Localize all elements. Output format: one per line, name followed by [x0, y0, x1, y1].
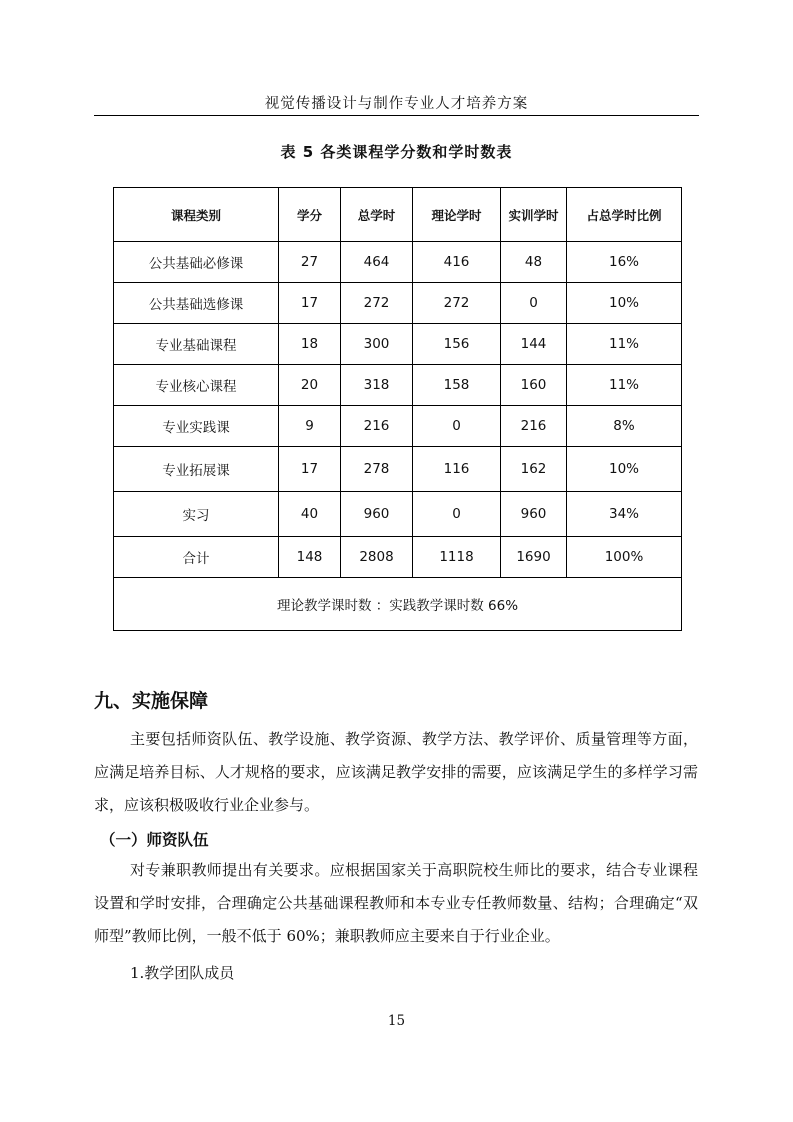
document-header-title: 视觉传播设计与制作专业人才培养方案	[264, 96, 529, 112]
cell-hour-ratio: 100%	[567, 537, 682, 578]
cell-practice-hours: 144	[501, 324, 567, 365]
cell-theory-hours: 272	[413, 283, 501, 324]
cell-hour-ratio: 34%	[567, 492, 682, 537]
cell-theory-hours: 0	[413, 406, 501, 447]
cell-course-category: 合计	[114, 537, 279, 578]
table-footer-row	[114, 578, 682, 631]
table-header-row	[114, 188, 682, 242]
section-paragraph: 主要包括师资队伍、教学设施、教学资源、教学方法、教学评价、质量管理等方面，应满足培养目标、人才规格的要求，应该满足教学安排的需要，应该满足学生的多样学习需求，应该积极吸收行业企业参与。	[94, 730, 698, 814]
cell-practice-hours: 216	[501, 406, 567, 447]
cell-theory-hours: 0	[413, 492, 501, 537]
cell-total-hours: 960	[341, 492, 413, 537]
cell-credits: 17	[279, 283, 341, 324]
cell-hour-ratio: 11%	[567, 365, 682, 406]
cell-total-hours: 272	[341, 283, 413, 324]
table-total-row	[114, 537, 682, 578]
table-row	[114, 492, 682, 537]
cell-hour-ratio: 16%	[567, 242, 682, 283]
cell-course-category: 公共基础必修课	[114, 242, 279, 283]
cell-theory-hours: 156	[413, 324, 501, 365]
column-header-total-hours: 总学时	[341, 188, 413, 242]
cell-total-hours: 216	[341, 406, 413, 447]
credit-hours-table	[113, 187, 682, 631]
cell-credits: 20	[279, 365, 341, 406]
cell-hour-ratio: 10%	[567, 283, 682, 324]
cell-theory-hours: 158	[413, 365, 501, 406]
cell-course-category: 实习	[114, 492, 279, 537]
cell-practice-hours: 0	[501, 283, 567, 324]
cell-course-category: 公共基础选修课	[114, 283, 279, 324]
cell-theory-hours: 116	[413, 447, 501, 492]
table-row	[114, 365, 682, 406]
table-row	[114, 447, 682, 492]
cell-credits: 27	[279, 242, 341, 283]
table-row	[114, 242, 682, 283]
cell-course-category: 专业基础课程	[114, 324, 279, 365]
table-footer-note: 理论教学课时数 ：实践教学课时数 66%	[114, 578, 682, 631]
table-row	[114, 324, 682, 365]
cell-practice-hours: 160	[501, 365, 567, 406]
column-header-credits: 学分	[279, 188, 341, 242]
cell-course-category: 专业拓展课	[114, 447, 279, 492]
cell-practice-hours: 162	[501, 447, 567, 492]
cell-total-hours: 278	[341, 447, 413, 492]
subsection-paragraph: 对专兼职教师提出有关要求。应根据国家关于高职院校生师比的要求，结合专业课程设置和学时安排，合理确定公共基础课程教师和本专业专任教师数量、结构；合理确定“双师型”教师比例，一般不低于 60%；兼职教师应主要来自于行业企业。	[94, 861, 698, 945]
page-number: 15	[387, 1013, 406, 1029]
cell-practice-hours: 1690	[501, 537, 567, 578]
cell-credits: 148	[279, 537, 341, 578]
cell-course-category: 专业核心课程	[114, 365, 279, 406]
header-divider	[94, 115, 699, 116]
cell-practice-hours: 960	[501, 492, 567, 537]
cell-hour-ratio: 10%	[567, 447, 682, 492]
cell-total-hours: 464	[341, 242, 413, 283]
cell-practice-hours: 48	[501, 242, 567, 283]
cell-hour-ratio: 8%	[567, 406, 682, 447]
table-row	[114, 406, 682, 447]
cell-total-hours: 2808	[341, 537, 413, 578]
subsection-heading: （一）师资队伍	[100, 831, 209, 849]
cell-credits: 17	[279, 447, 341, 492]
table-row	[114, 283, 682, 324]
cell-theory-hours: 416	[413, 242, 501, 283]
cell-credits: 9	[279, 406, 341, 447]
column-header-course-category: 课程类别	[114, 188, 279, 242]
column-header-theory-hours: 理论学时	[413, 188, 501, 242]
cell-credits: 40	[279, 492, 341, 537]
table-caption: 表 5 各类课程学分数和学时数表	[280, 143, 513, 161]
list-item: 1.教学团队成员	[130, 964, 235, 982]
cell-total-hours: 300	[341, 324, 413, 365]
cell-theory-hours: 1118	[413, 537, 501, 578]
cell-hour-ratio: 11%	[567, 324, 682, 365]
section-heading: 九、实施保障	[94, 690, 209, 712]
column-header-practice-hours: 实训学时	[501, 188, 567, 242]
cell-total-hours: 318	[341, 365, 413, 406]
cell-course-category: 专业实践课	[114, 406, 279, 447]
column-header-hour-ratio: 占总学时比例	[567, 188, 682, 242]
cell-credits: 18	[279, 324, 341, 365]
